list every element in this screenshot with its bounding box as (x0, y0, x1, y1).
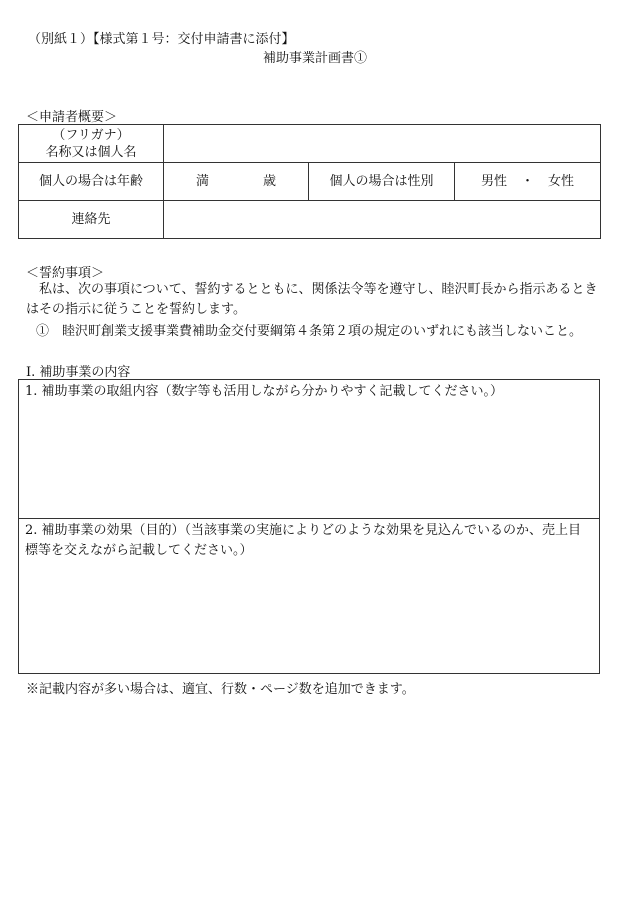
footer-note: ※記載内容が多い場合は、適宜、行数・ページ数を追加できます。 (26, 682, 415, 697)
content-section-title: Ⅰ. 補助事業の内容 (26, 365, 131, 380)
pledge-section-title: ＜誓約事項＞ (26, 266, 105, 281)
name-furigana-label: （フリガナ） (52, 127, 130, 143)
project-effect-label: 2. 補助事業の効果（目的）（当該事業の実施によりどのような効果を見込んでいるのか、売上目標等を交えながら記載してください。） (25, 523, 582, 558)
page-title: 補助事業計画書① (262, 51, 367, 66)
age-field[interactable] (164, 163, 309, 201)
gender-separator: ・ (521, 174, 535, 189)
applicant-table (18, 124, 601, 239)
project-activity-label: 1. 補助事業の取組内容（数字等も活用しながら分かりやすく記載してください。） (25, 384, 504, 399)
project-effect-box[interactable] (18, 518, 600, 674)
form-label: （別紙１）【様式第１号：交付申請書に添付】 (28, 32, 295, 47)
applicant-section-title: ＜申請者概要＞ (26, 110, 118, 125)
gender-male-option[interactable]: 男性 (480, 174, 507, 189)
name-label: 名称又は個人名 (45, 144, 137, 160)
gender-female-option[interactable]: 女性 (548, 174, 575, 189)
gender-field (455, 163, 601, 201)
name-field[interactable] (164, 125, 601, 163)
pledge-item-1: ① 睦沢町創業支援事業費補助金交付要綱第４条第２項の規定のいずれにも該当しないこと。 (36, 324, 583, 339)
age-prefix: 満 (195, 174, 209, 189)
pledge-body: 私は、次の事項について、誓約するとともに、関係法令等を遵守し、睦沢町長から指示あるときはその指示に従うことを誓約します。 (26, 282, 598, 317)
contact-field[interactable] (164, 201, 601, 239)
age-suffix: 歳 (263, 174, 277, 189)
contact-label: 連絡先 (19, 201, 164, 239)
age-label: 個人の場合は年齢 (19, 163, 164, 201)
gender-label: 個人の場合は性別 (309, 163, 455, 201)
name-label-cell (19, 125, 164, 163)
project-activity-box[interactable] (18, 379, 600, 519)
